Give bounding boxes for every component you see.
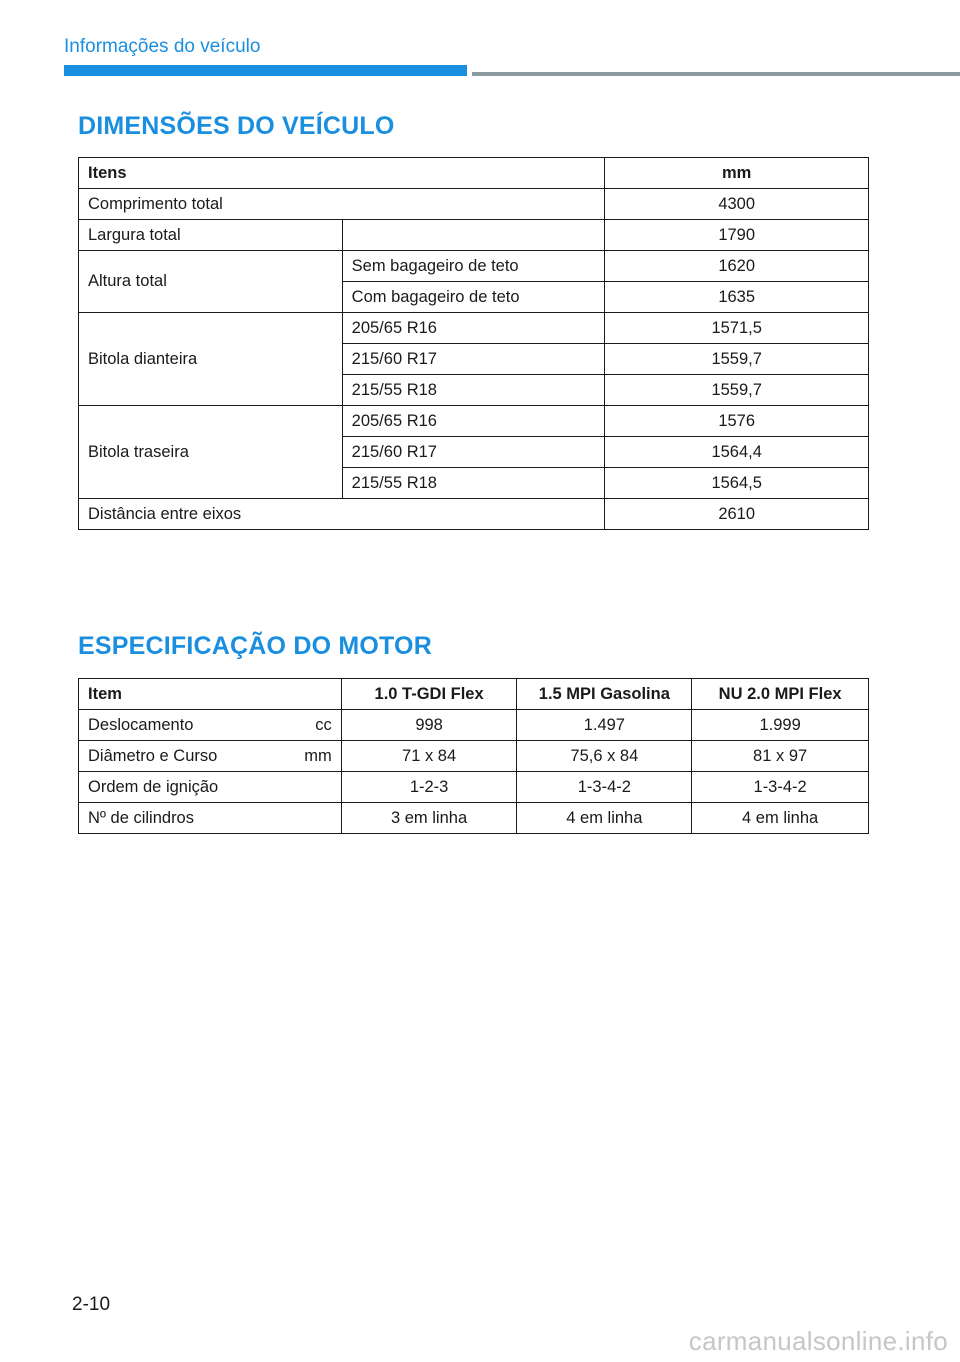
variant-label: 215/60 R17 [342, 437, 605, 468]
row-value: 71 x 84 [341, 741, 517, 772]
row-value: 998 [341, 710, 517, 741]
row-label: Nº de cilindros [79, 803, 342, 834]
empty-cell [342, 220, 605, 251]
row-value: 1635 [605, 282, 869, 313]
variant-label: 205/65 R16 [342, 406, 605, 437]
table-row [79, 741, 869, 772]
row-value: 1.497 [517, 710, 692, 741]
variant-label: Com bagageiro de teto [342, 282, 605, 313]
row-value: 1-2-3 [341, 772, 517, 803]
table-row [79, 189, 869, 220]
table-header-row [79, 158, 869, 189]
row-label: Deslocamento [88, 715, 194, 734]
table-row [79, 710, 869, 741]
row-value: 4300 [605, 189, 869, 220]
table-row [79, 251, 869, 282]
row-value: 1620 [605, 251, 869, 282]
column-header-items: Itens [79, 158, 605, 189]
row-value: 1-3-4-2 [517, 772, 692, 803]
variant-label: 215/55 R18 [342, 375, 605, 406]
row-value: 1576 [605, 406, 869, 437]
variant-label: 205/65 R16 [342, 313, 605, 344]
header-rule [472, 72, 960, 76]
table-row [79, 772, 869, 803]
row-label: Bitola dianteira [79, 313, 343, 406]
row-value: 75,6 x 84 [517, 741, 692, 772]
watermark-text: carmanualsonline.info [688, 1326, 948, 1356]
page-number: 2-10 [72, 1294, 111, 1315]
row-value: 3 em linha [341, 803, 517, 834]
variant-label: 215/60 R17 [342, 344, 605, 375]
row-unit: cc [315, 715, 332, 734]
engine-heading: ESPECIFICAÇÃO DO MOTOR [78, 632, 432, 660]
table-header-row [79, 679, 869, 710]
row-value: 1790 [605, 220, 869, 251]
row-unit: mm [304, 746, 332, 765]
column-header-unit: mm [605, 158, 869, 189]
column-header-engine: NU 2.0 MPI Flex [692, 679, 869, 710]
row-value: 1559,7 [605, 344, 869, 375]
column-header-item: Item [79, 679, 342, 710]
row-value: 1564,5 [605, 468, 869, 499]
dimensions-heading: DIMENSÕES DO VEÍCULO [78, 112, 395, 140]
table-row [79, 499, 869, 530]
table-row [79, 220, 869, 251]
row-label: Bitola traseira [79, 406, 343, 499]
row-value: 4 em linha [517, 803, 692, 834]
row-label: Comprimento total [79, 189, 605, 220]
row-label: Ordem de ignição [79, 772, 342, 803]
table-row [79, 406, 869, 437]
row-label-cell [79, 741, 342, 772]
table-row [79, 803, 869, 834]
row-value: 1559,7 [605, 375, 869, 406]
row-label-cell [79, 710, 342, 741]
variant-label: Sem bagageiro de teto [342, 251, 605, 282]
dimensions-table [78, 157, 869, 530]
column-header-engine: 1.5 MPI Gasolina [517, 679, 692, 710]
table-row [79, 313, 869, 344]
engine-spec-table [78, 678, 869, 834]
row-value: 1564,4 [605, 437, 869, 468]
row-value: 81 x 97 [692, 741, 869, 772]
column-header-engine: 1.0 T-GDI Flex [341, 679, 517, 710]
row-label: Largura total [79, 220, 343, 251]
row-value: 1.999 [692, 710, 869, 741]
header-rule-accent [64, 65, 467, 76]
row-value: 1571,5 [605, 313, 869, 344]
row-value: 1-3-4-2 [692, 772, 869, 803]
row-label: Distância entre eixos [79, 499, 605, 530]
chapter-title: Informações do veículo [64, 36, 261, 57]
row-label: Diâmetro e Curso [88, 746, 218, 765]
row-label: Altura total [79, 251, 343, 313]
variant-label: 215/55 R18 [342, 468, 605, 499]
row-value: 4 em linha [692, 803, 869, 834]
row-value: 2610 [605, 499, 869, 530]
